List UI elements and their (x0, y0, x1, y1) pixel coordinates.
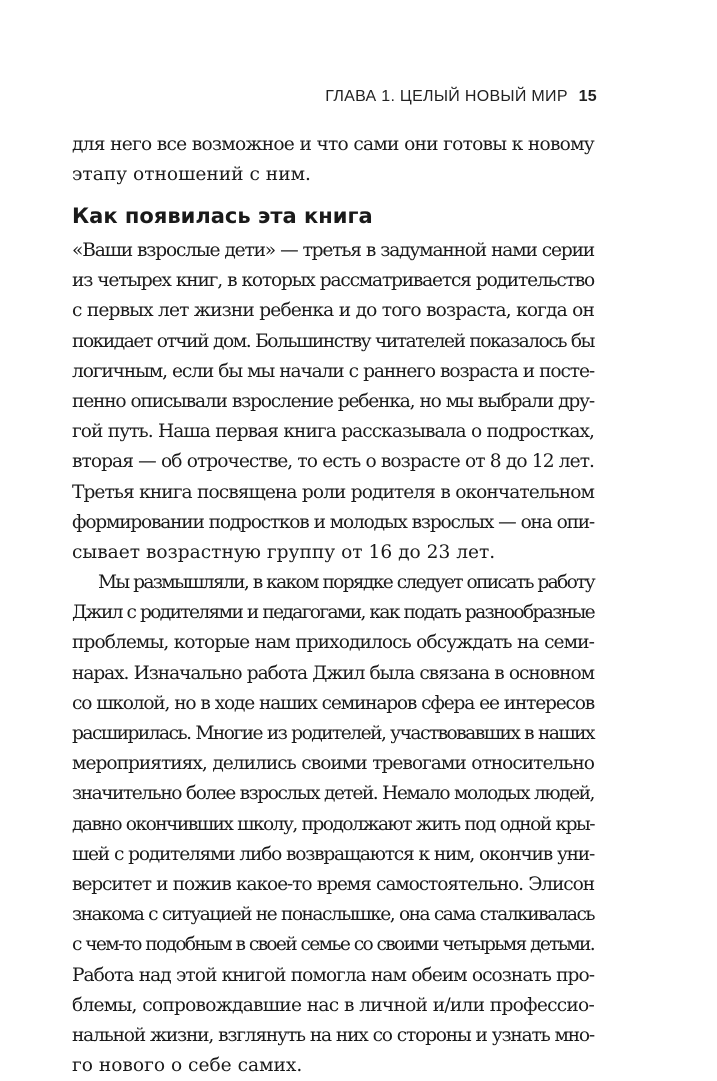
text-line: формировании подростков и молодых взрослых — она опи- (72, 511, 594, 533)
text-line: знакома с ситуацией не понаслышке, она сама сталкивалась (72, 904, 594, 926)
text-line: нарах. Изначально работа Джил была связана в основном (72, 662, 594, 684)
text-line: покидает отчий дом. Большинству читателей показалось бы (72, 330, 594, 352)
text-line: шей с родителями либо возвращаются к ним, окончив уни- (72, 843, 594, 865)
running-head (325, 88, 597, 106)
page-number: 15 (578, 88, 597, 105)
text-line: из четырех книг, в которых рассматривается родительство (72, 270, 594, 292)
text-line: «Ваши взрослые дети» — третья в задуманной нами серии (72, 240, 594, 261)
paragraph-2 (72, 568, 594, 1081)
text-line: верситет и пожив какое-то время самостоятельно. Элисон (72, 873, 594, 895)
chapter-title: ГЛАВА 1. ЦЕЛЫЙ НОВЫЙ МИР (325, 88, 568, 105)
continuation-paragraph (72, 130, 594, 190)
section-body (72, 236, 594, 1081)
text-line: расширилась. Многие из родителей, участвовавших в наших (72, 723, 594, 744)
text-line: давно окончивших школу, продолжают жить под одной кры- (72, 813, 594, 835)
text-line: этапу отношений с ним. (72, 164, 311, 186)
text-line: сывает возрастную группу от 16 до 23 лет. (72, 541, 496, 563)
text-line: нальной жизни, взглянуть на них со стороны и узнать мно- (72, 1024, 594, 1046)
text-line: с первых лет жизни ребенка и до того возраста, когда он (72, 300, 594, 322)
text-line: проблемы, которые нам приходилось обсуждать на семи- (72, 632, 594, 654)
text-line: пенно описывали взросление ребенка, но мы выбрали дру- (72, 390, 594, 412)
text-line: с чем-то подобным в своей семье со своими четырьмя детьми. (72, 934, 594, 956)
text-line: мероприятиях, делились своими тревогами относительно (72, 753, 594, 775)
text-line: значительно более взрослых детей. Немало молодых людей, (72, 783, 594, 805)
text-line: Работа над этой книгой помогла нам обеим осознать про- (72, 964, 594, 986)
text-line: логичным, если бы мы начали с раннего возраста и посте- (72, 360, 594, 382)
text-line: Мы размышляли, в каком порядке следует описать работу (98, 572, 594, 594)
text-line: для него все возможное и что сами они готовы к новому (72, 134, 594, 155)
text-line: вторая — об отрочестве, то есть о возрасте от 8 до 12 лет. (72, 451, 594, 473)
text-line: го нового о себе самих. (72, 1055, 303, 1077)
paragraph-1 (72, 236, 594, 568)
text-line: со школой, но в ходе наших семинаров сфера ее интересов (72, 692, 594, 714)
text-line: Третья книга посвящена роли родителя в окончательном (72, 481, 594, 503)
text-line: Джил с родителями и педагогами, как подать разнообразные (72, 602, 594, 624)
text-line: гой путь. Наша первая книга рассказывала о подростках, (72, 421, 594, 443)
text-line: блемы, сопровождавшие нас в личной и/или профессио- (72, 994, 594, 1016)
section-heading: Как появилась эта книга (72, 204, 373, 228)
